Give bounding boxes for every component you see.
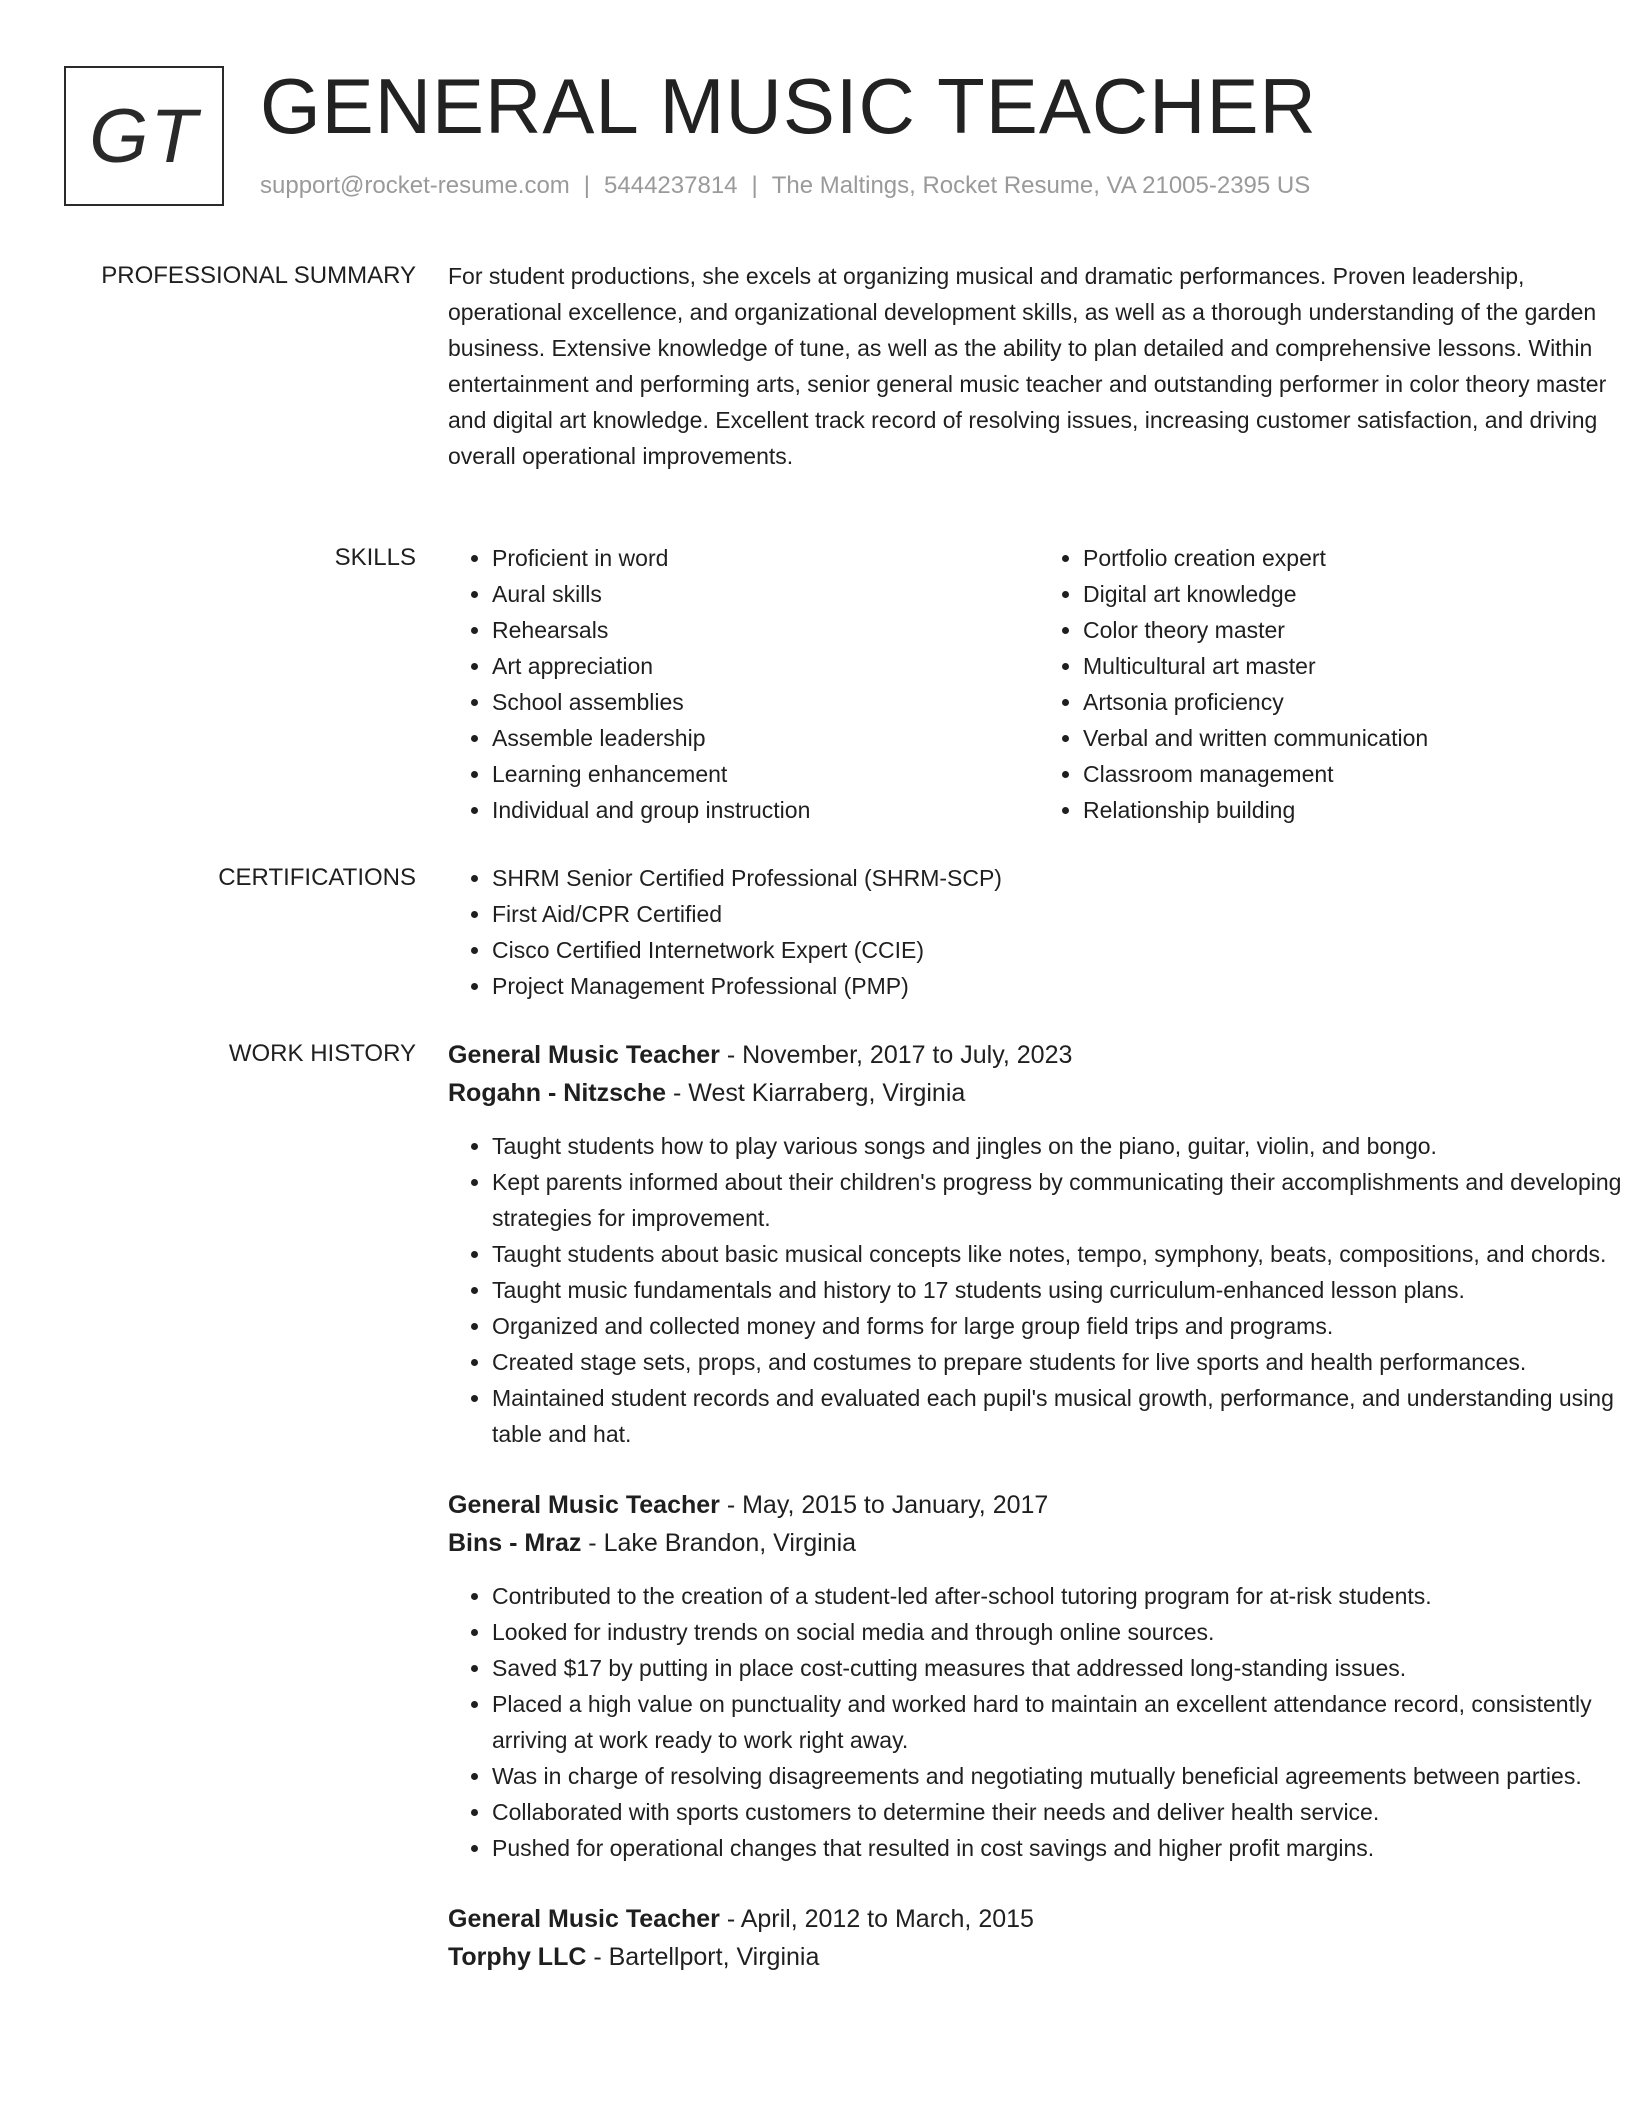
resume-header xyxy=(64,62,1564,216)
page-title: GENERAL MUSIC TEACHER xyxy=(260,62,1317,150)
work-history-list xyxy=(448,1036,1630,2010)
list-item: • Relationship building xyxy=(1083,792,1630,828)
list-item: • Assemble leadership xyxy=(492,720,1039,756)
skills-list-left xyxy=(448,540,1039,828)
monogram: GT xyxy=(64,66,224,206)
list-item: • Created stage sets, props, and costumes to prepare students for live sports and health performances. xyxy=(492,1344,1630,1380)
list-item: • Proficient in word xyxy=(492,540,1039,576)
section-label-work-history: WORK HISTORY xyxy=(228,1040,416,1067)
list-item: • Classroom management xyxy=(1083,756,1630,792)
contact-email[interactable]: support@rocket-resume.com xyxy=(260,172,570,199)
list-item: • Kept parents informed about their children's progress by communicating their accomplishments and developing strategies for improvement. xyxy=(492,1164,1630,1236)
list-item: • Looked for industry trends on social media and through online sources. xyxy=(492,1614,1630,1650)
list-item: • Color theory master xyxy=(1083,612,1630,648)
list-item: • Learning enhancement xyxy=(492,756,1039,792)
list-item: • Collaborated with sports customers to determine their needs and deliver health service. xyxy=(492,1794,1630,1830)
list-item: • Cisco Certified Internetwork Expert (CCIE) xyxy=(492,932,1630,968)
list-item: • Artsonia proficiency xyxy=(1083,684,1630,720)
list-item: • First Aid/CPR Certified xyxy=(492,896,1630,932)
list-item: • Rehearsals xyxy=(492,612,1039,648)
list-item: • Art appreciation xyxy=(492,648,1039,684)
skills-list-right xyxy=(1039,540,1630,828)
job-title-line xyxy=(448,1900,1630,1938)
list-item: • Portfolio creation expert xyxy=(1083,540,1630,576)
certifications-list xyxy=(448,860,1630,1004)
job-title: General Music Teacher xyxy=(448,1041,720,1069)
contact-separator: | xyxy=(751,172,758,199)
section-label-skills: SKILLS xyxy=(334,544,416,571)
list-item: • Aural skills xyxy=(492,576,1039,612)
job-location: - West Kiarraberg, Virginia xyxy=(666,1079,966,1107)
contact-separator: | xyxy=(583,172,591,199)
list-item: • Was in charge of resolving disagreements and negotiating mutually beneficial agreements between parties. xyxy=(492,1758,1630,1794)
list-item: • Maintained student records and evaluated each pupil's musical growth, performance, and understanding using table and hat. xyxy=(492,1380,1630,1452)
job-bullets xyxy=(448,1128,1630,1452)
list-item: • Placed a high value on punctuality and worked hard to maintain an excellent attendance record, consistently arriving at work ready to work right away. xyxy=(492,1686,1630,1758)
list-item: • Individual and group instruction xyxy=(492,792,1039,828)
job-title-line xyxy=(448,1486,1630,1524)
job-company-line xyxy=(448,1524,1630,1562)
list-item: • Digital art knowledge xyxy=(1083,576,1630,612)
job-entry xyxy=(448,1036,1630,1452)
job-company: Torphy LLC xyxy=(448,1943,587,1971)
job-company: Bins - Mraz xyxy=(448,1529,582,1557)
list-item: • Taught music fundamentals and history to 17 students using curriculum-enhanced lesson plans. xyxy=(492,1272,1630,1308)
job-location: - Bartellport, Virginia xyxy=(586,1943,820,1971)
skills-columns xyxy=(448,540,1630,828)
job-company-line xyxy=(448,1938,1630,1976)
job-entry xyxy=(448,1900,1630,1976)
job-title: General Music Teacher xyxy=(448,1905,720,1933)
list-item: • Verbal and written communication xyxy=(1083,720,1630,756)
job-title-line xyxy=(448,1036,1630,1074)
list-item: • Saved $17 by putting in place cost-cutting measures that addressed long-standing issues. xyxy=(492,1650,1630,1686)
job-bullets xyxy=(448,1578,1630,1866)
list-item: • Pushed for operational changes that resulted in cost savings and higher profit margins. xyxy=(492,1830,1630,1866)
job-company-line xyxy=(448,1074,1630,1112)
job-title: General Music Teacher xyxy=(448,1491,720,1519)
job-company: Rogahn - Nitzsche xyxy=(448,1079,667,1107)
list-item: • Project Management Professional (PMP) xyxy=(492,968,1630,1004)
list-item: • Taught students how to play various songs and jingles on the piano, guitar, violin, and bongo. xyxy=(492,1128,1630,1164)
job-entry xyxy=(448,1486,1630,1866)
summary-text: For student productions, she excels at organizing musical and dramatic performances. Proven leadership, operational excellence, and organizational development skills, as well as a thorough understanding of the garden business. Extensive knowledge of tune, as well as the ability to plan detailed and comprehensive lessons. Within entertainment and performing arts, senior general music teacher and outstanding performer in color theory master and digital art knowledge. Excellent track record of resolving issues, increasing customer satisfaction, and driving overall operational improvements. xyxy=(448,263,1607,469)
list-item: • Taught students about basic musical concepts like notes, tempo, symphony, beats, compositions, and chords. xyxy=(492,1236,1630,1272)
job-dates: - May, 2015 to January, 2017 xyxy=(719,1491,1049,1519)
job-dates: - November, 2017 to July, 2023 xyxy=(719,1041,1073,1069)
list-item: • SHRM Senior Certified Professional (SHRM-SCP) xyxy=(492,860,1630,896)
job-dates: - April, 2012 to March, 2015 xyxy=(719,1905,1034,1933)
list-item: • Multicultural art master xyxy=(1083,648,1630,684)
section-label-summary: PROFESSIONAL SUMMARY xyxy=(101,262,416,289)
contact-line xyxy=(260,172,1310,200)
list-item: • Organized and collected money and forms for large group field trips and programs. xyxy=(492,1308,1630,1344)
contact-address: The Maltings, Rocket Resume, VA 21005-2395 US xyxy=(771,172,1311,199)
list-item: • Contributed to the creation of a student-led after-school tutoring program for at-risk students. xyxy=(492,1578,1630,1614)
list-item: • School assemblies xyxy=(492,684,1039,720)
section-label-certifications: CERTIFICATIONS xyxy=(218,864,416,891)
job-location: - Lake Brandon, Virginia xyxy=(581,1529,857,1557)
contact-phone[interactable]: 5444237814 xyxy=(604,172,738,199)
